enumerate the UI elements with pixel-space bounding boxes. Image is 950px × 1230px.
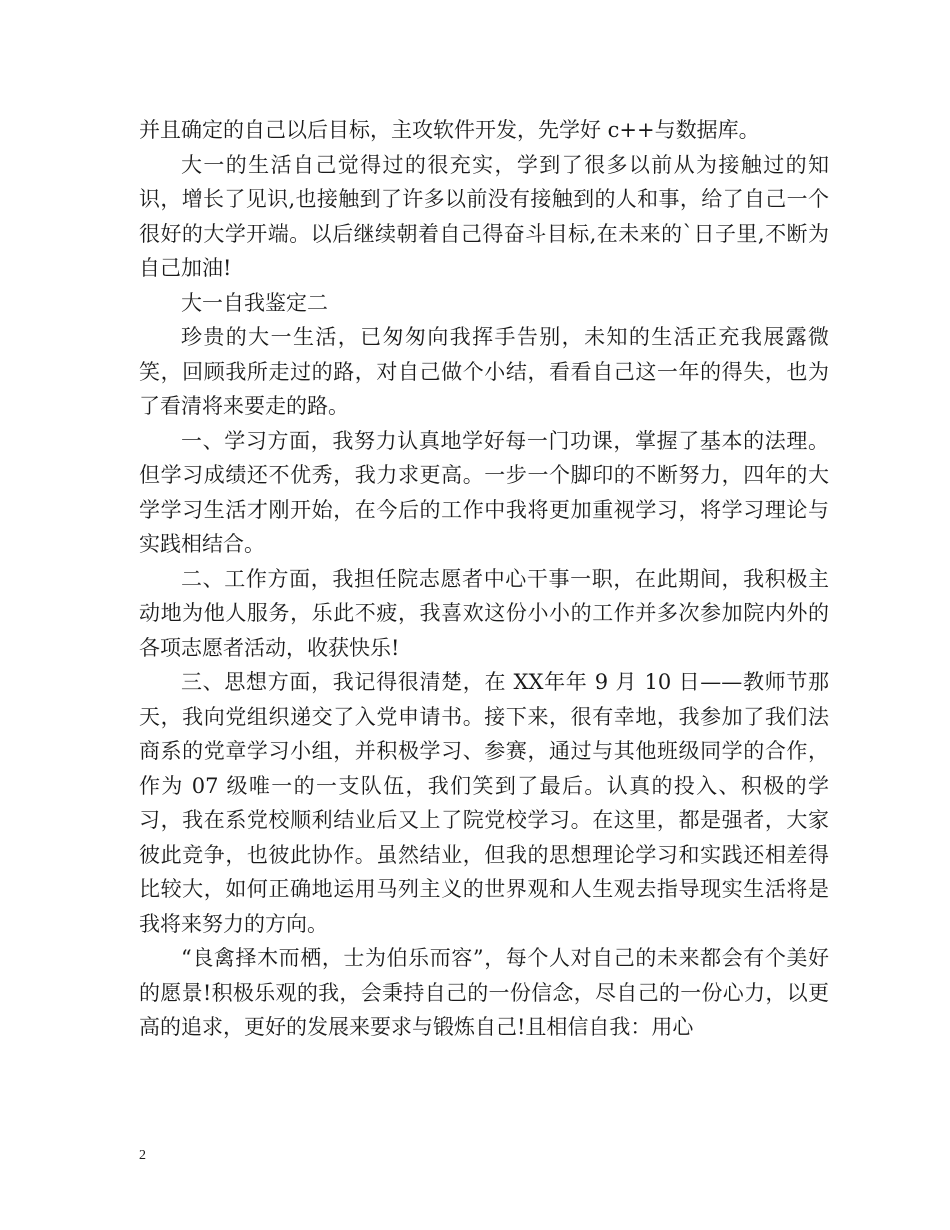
page-number: 2 [139,1148,146,1163]
section-heading: 大一自我鉴定二 [181,290,328,315]
paragraph-study: 一、学习方面，我努力认真地学好每一门功课，掌握了基本的法理。但学习成绩还不优秀，我力求更高。一步一个脚印的不断努力，四年的大学学习生活才刚开始，在今后的工作中我将更加重视学习，将学习理论与实践相结合。 [139,428,829,556]
paragraph-closing: “良禽择木而栖，士为伯乐而容”，每个人对自己的未来都会有个美好的愿景!积极乐观的我，会秉持自己的一份信念，尽自己的一份心力，以更高的追求，更好的发展来要求与锻炼自己!且相信自我：用心 [139,946,829,1039]
document-body [139,113,829,1045]
paragraph-thought: 三、思想方面，我记得很清楚，在 XX年年 9 月 10 日——教师节那天，我向党组织递交了入党申请书。接下来，很有幸地，我参加了我们法商系的党章学习小组，并积极学习、参赛，通过与其他班级同学的合作，作为 07 级唯一的一支队伍，我们笑到了最后。认真的投入、积极的学习，我在系党校顺利结业后又上了院党校学习。在这里，都是强者，大家彼此竞争，也彼此协作。虽然结业，但我的思想理论学习和实践还相差得比较大，如何正确地运用马列主义的世界观和人生观去指导现实生活将是我将来努力的方向。 [139,670,829,936]
paragraph-1: 并且确定的自己以后目标，主攻软件开发，先学好 c++与数据库。 [139,118,760,142]
paragraph-work: 二、工作方面，我担任院志愿者中心干事一职，在此期间，我积极主动地为他人服务，乐此不疲，我喜欢这份小小的工作并多次参加院内外的各项志愿者活动，收获快乐! [139,566,829,660]
paragraph-2: 大一的生活自己觉得过的很充实，学到了很多以前从为接触过的知识，增长了见识,也接触到了许多以前没有接触到的人和事，给了自己一个很好的大学开端。以后继续朝着自己得奋斗目标,在未来的`日子里,不断为自己加油! [139,152,829,280]
paragraph-4: 珍贵的大一生活，已匆匆向我挥手告别，未知的生活正充我展露微笑，回顾我所走过的路，对自己做个小结，看看自己这一年的得失，也为了看清将来要走的路。 [139,325,829,418]
